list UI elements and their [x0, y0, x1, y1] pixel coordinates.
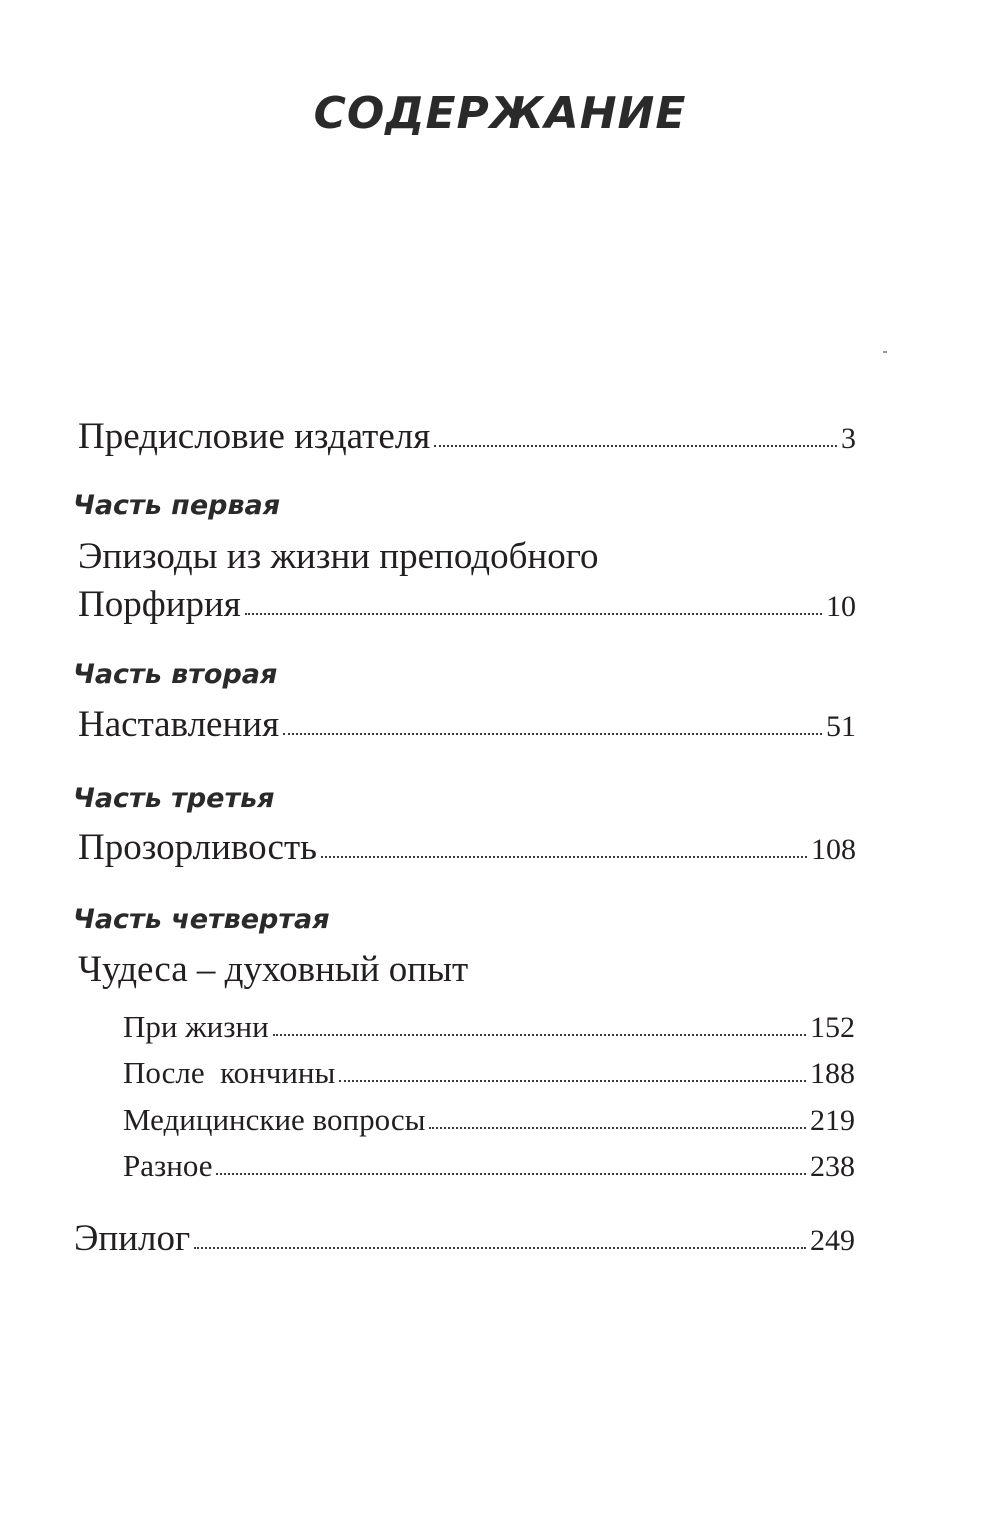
scan-speck [883, 351, 887, 353]
toc-entry-page: 108 [811, 833, 856, 866]
toc-entry-title: Эпилог [74, 1218, 191, 1259]
toc-subentry-page: 152 [810, 1011, 855, 1044]
part-label-4: Часть четвертая [73, 904, 330, 935]
toc-entry-title: Предисловие издателя [78, 416, 431, 457]
toc-entry-epilogue[interactable] [74, 1220, 855, 1257]
toc-subentry[interactable] [123, 1011, 855, 1043]
dot-leader [245, 613, 822, 615]
dot-leader [194, 1247, 806, 1249]
toc-subentry-title: Медицинские вопросы [123, 1102, 426, 1137]
toc-subentry-page: 219 [810, 1104, 855, 1137]
toc-entry-part1[interactable] [78, 586, 856, 623]
toc-entry-part4-title[interactable]: Чудеса – духовный опыт [78, 949, 469, 990]
toc-subentry[interactable] [123, 1104, 855, 1136]
toc-subentry-page: 238 [810, 1150, 855, 1183]
toc-entry-preface[interactable] [78, 418, 856, 455]
toc-subentry-title: Разное [123, 1148, 213, 1183]
toc-subentry-page: 188 [810, 1057, 855, 1090]
toc-subentry[interactable] [123, 1057, 855, 1089]
toc-subentry-title: После кончины [123, 1055, 336, 1090]
page-heading: СОДЕРЖАНИЕ [313, 88, 687, 139]
toc-entry-page: 51 [826, 710, 856, 743]
toc-subentry[interactable] [123, 1150, 855, 1182]
toc-entry-page: 3 [841, 422, 856, 455]
toc-entry-page: 249 [810, 1224, 855, 1257]
part-label-3: Часть третья [73, 783, 275, 814]
toc-subentry-title: При жизни [123, 1009, 269, 1044]
part-label-2: Часть вторая [73, 659, 278, 690]
toc-entry-part3[interactable] [78, 829, 856, 866]
toc-entry-part1-title-line1[interactable]: Эпизоды из жизни преподобного [78, 536, 599, 577]
toc-entry-page: 10 [826, 590, 856, 623]
dot-leader [429, 1127, 806, 1129]
part-label-1: Часть первая [73, 490, 281, 521]
dot-leader [283, 733, 822, 735]
dot-leader [216, 1173, 806, 1175]
dot-leader [434, 445, 837, 447]
toc-entry-part2[interactable] [78, 706, 856, 743]
toc-entry-title: Прозорливость [78, 827, 318, 868]
dot-leader [339, 1080, 806, 1082]
dot-leader [321, 856, 807, 858]
toc-entry-title: Наставления [78, 704, 280, 745]
toc-entry-title: Порфирия [78, 584, 241, 625]
dot-leader [273, 1034, 806, 1036]
